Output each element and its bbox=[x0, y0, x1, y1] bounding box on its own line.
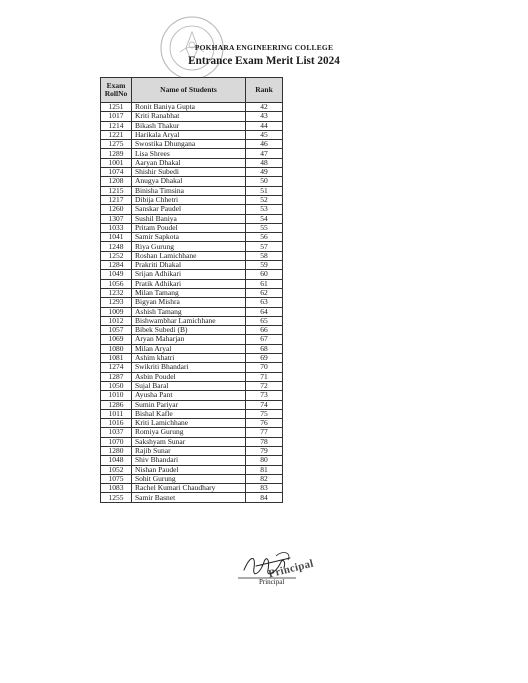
roll-number-cell: 1050 bbox=[101, 381, 132, 390]
table-header-row bbox=[101, 78, 283, 103]
rank-cell: 76 bbox=[246, 419, 283, 428]
roll-number-cell: 1214 bbox=[101, 121, 132, 130]
table-row bbox=[101, 242, 283, 251]
table-row bbox=[101, 428, 283, 437]
student-name-cell: Swikriti Bhandari bbox=[132, 363, 246, 372]
table-row bbox=[101, 298, 283, 307]
roll-number-cell: 1248 bbox=[101, 242, 132, 251]
student-name-cell: Rachel Kumari Chaudhary bbox=[132, 484, 246, 493]
roll-number-cell: 1010 bbox=[101, 391, 132, 400]
roll-number-cell: 1048 bbox=[101, 456, 132, 465]
table-row bbox=[101, 195, 283, 204]
rank-cell: 66 bbox=[246, 326, 283, 335]
rank-cell: 69 bbox=[246, 354, 283, 363]
student-name-cell: Kriti Lamichhane bbox=[132, 419, 246, 428]
roll-number-cell: 1011 bbox=[101, 409, 132, 418]
student-name-cell: Riya Gurung bbox=[132, 242, 246, 251]
column-header-roll bbox=[101, 78, 132, 103]
roll-number-cell: 1075 bbox=[101, 474, 132, 483]
student-name-cell: Samir Basnet bbox=[132, 493, 246, 502]
roll-number-cell: 1208 bbox=[101, 177, 132, 186]
merit-table bbox=[100, 77, 283, 503]
roll-number-cell: 1016 bbox=[101, 419, 132, 428]
table-row bbox=[101, 419, 283, 428]
roll-number-cell: 1287 bbox=[101, 372, 132, 381]
roll-number-cell: 1069 bbox=[101, 335, 132, 344]
student-name-cell: Pritam Poudel bbox=[132, 223, 246, 232]
table-row bbox=[101, 344, 283, 353]
roll-number-cell: 1286 bbox=[101, 400, 132, 409]
roll-number-cell: 1052 bbox=[101, 465, 132, 474]
rank-cell: 54 bbox=[246, 214, 283, 223]
table-row bbox=[101, 186, 283, 195]
table-row bbox=[101, 168, 283, 177]
rank-cell: 44 bbox=[246, 121, 283, 130]
table-row bbox=[101, 456, 283, 465]
student-name-cell: Bigyan Mishra bbox=[132, 298, 246, 307]
rank-cell: 57 bbox=[246, 242, 283, 251]
table-row bbox=[101, 372, 283, 381]
rank-cell: 62 bbox=[246, 288, 283, 297]
roll-number-cell: 1074 bbox=[101, 168, 132, 177]
roll-number-cell: 1284 bbox=[101, 261, 132, 270]
rank-cell: 56 bbox=[246, 233, 283, 242]
student-name-cell: Milan Tamang bbox=[132, 288, 246, 297]
roll-number-cell: 1260 bbox=[101, 205, 132, 214]
roll-number-cell: 1041 bbox=[101, 233, 132, 242]
roll-number-cell: 1217 bbox=[101, 195, 132, 204]
rank-cell: 73 bbox=[246, 391, 283, 400]
rank-cell: 71 bbox=[246, 372, 283, 381]
roll-header-line2: RollNo bbox=[104, 89, 128, 98]
student-name-cell: Sohit Gurung bbox=[132, 474, 246, 483]
student-name-cell: Roshan Lamichhane bbox=[132, 251, 246, 260]
roll-number-cell: 1057 bbox=[101, 326, 132, 335]
principal-label: Principal bbox=[259, 578, 285, 586]
table-row bbox=[101, 223, 283, 232]
student-name-cell: Ayusha Pant bbox=[132, 391, 246, 400]
rank-cell: 67 bbox=[246, 335, 283, 344]
rank-cell: 53 bbox=[246, 205, 283, 214]
roll-number-cell: 1293 bbox=[101, 298, 132, 307]
roll-number-cell: 1009 bbox=[101, 307, 132, 316]
student-name-cell: Ashish Tamang bbox=[132, 307, 246, 316]
rank-cell: 82 bbox=[246, 474, 283, 483]
roll-number-cell: 1280 bbox=[101, 446, 132, 455]
rank-cell: 77 bbox=[246, 428, 283, 437]
student-name-cell: Milan Aryal bbox=[132, 344, 246, 353]
rank-cell: 60 bbox=[246, 270, 283, 279]
student-name-cell: Nishan Paudel bbox=[132, 465, 246, 474]
roll-number-cell: 1080 bbox=[101, 344, 132, 353]
table-row bbox=[101, 158, 283, 167]
student-name-cell: Samir Sapkota bbox=[132, 233, 246, 242]
rank-cell: 55 bbox=[246, 223, 283, 232]
table-row bbox=[101, 205, 283, 214]
table-row bbox=[101, 149, 283, 158]
roll-number-cell: 1037 bbox=[101, 428, 132, 437]
student-name-cell: Srijan Adhikari bbox=[132, 270, 246, 279]
student-name-cell: Anugya Dhakal bbox=[132, 177, 246, 186]
rank-cell: 58 bbox=[246, 251, 283, 260]
student-name-cell: Shiv Bhandari bbox=[132, 456, 246, 465]
rank-cell: 50 bbox=[246, 177, 283, 186]
rank-cell: 52 bbox=[246, 195, 283, 204]
table-row bbox=[101, 437, 283, 446]
roll-number-cell: 1255 bbox=[101, 493, 132, 502]
rank-cell: 51 bbox=[246, 186, 283, 195]
student-name-cell: Ronit Baniya Gupta bbox=[132, 103, 246, 112]
student-name-cell: Asbin Poudel bbox=[132, 372, 246, 381]
table-row bbox=[101, 326, 283, 335]
rank-cell: 42 bbox=[246, 103, 283, 112]
table-row bbox=[101, 214, 283, 223]
roll-number-cell: 1012 bbox=[101, 316, 132, 325]
table-row bbox=[101, 446, 283, 455]
roll-number-cell: 1289 bbox=[101, 149, 132, 158]
student-name-cell: Sumin Pariyar bbox=[132, 400, 246, 409]
rank-cell: 65 bbox=[246, 316, 283, 325]
table-row bbox=[101, 177, 283, 186]
table-row bbox=[101, 121, 283, 130]
rank-cell: 45 bbox=[246, 130, 283, 139]
student-name-cell: Bikash Thakur bbox=[132, 121, 246, 130]
student-name-cell: Bishal Kafle bbox=[132, 409, 246, 418]
table-row bbox=[101, 288, 283, 297]
table-row bbox=[101, 251, 283, 260]
table-row bbox=[101, 335, 283, 344]
rank-cell: 81 bbox=[246, 465, 283, 474]
table-row bbox=[101, 140, 283, 149]
rank-cell: 64 bbox=[246, 307, 283, 316]
table-row bbox=[101, 316, 283, 325]
student-name-cell: Sanskar Paudel bbox=[132, 205, 246, 214]
student-name-cell: Sushil Baniya bbox=[132, 214, 246, 223]
column-header-name: Name of Students bbox=[132, 78, 246, 103]
rank-cell: 84 bbox=[246, 493, 283, 502]
table-row bbox=[101, 363, 283, 372]
roll-number-cell: 1274 bbox=[101, 363, 132, 372]
column-header-rank: Rank bbox=[246, 78, 283, 103]
rank-cell: 43 bbox=[246, 112, 283, 121]
student-name-cell: Rajib Sunar bbox=[132, 446, 246, 455]
rank-cell: 70 bbox=[246, 363, 283, 372]
roll-number-cell: 1049 bbox=[101, 270, 132, 279]
merit-table-body bbox=[101, 103, 283, 503]
rank-cell: 79 bbox=[246, 446, 283, 455]
table-row bbox=[101, 381, 283, 390]
roll-number-cell: 1033 bbox=[101, 223, 132, 232]
page-title: Entrance Exam Merit List 2024 bbox=[188, 55, 340, 67]
rank-cell: 47 bbox=[246, 149, 283, 158]
student-name-cell: Sujal Baral bbox=[132, 381, 246, 390]
table-row bbox=[101, 484, 283, 493]
rank-cell: 78 bbox=[246, 437, 283, 446]
student-name-cell: Dibija Chhetri bbox=[132, 195, 246, 204]
rank-cell: 61 bbox=[246, 279, 283, 288]
student-name-cell: Pratik Adhikari bbox=[132, 279, 246, 288]
table-row bbox=[101, 465, 283, 474]
table-row bbox=[101, 112, 283, 121]
rank-cell: 83 bbox=[246, 484, 283, 493]
roll-number-cell: 1251 bbox=[101, 103, 132, 112]
student-name-cell: Prakriti Dhakal bbox=[132, 261, 246, 270]
table-row bbox=[101, 279, 283, 288]
table-row bbox=[101, 493, 283, 502]
student-name-cell: Shishir Subedi bbox=[132, 168, 246, 177]
student-name-cell: Aaryan Dhakal bbox=[132, 158, 246, 167]
roll-number-cell: 1252 bbox=[101, 251, 132, 260]
table-row bbox=[101, 400, 283, 409]
table-row bbox=[101, 391, 283, 400]
table-row bbox=[101, 233, 283, 242]
rank-cell: 80 bbox=[246, 456, 283, 465]
student-name-cell: Bibek Subedi (B) bbox=[132, 326, 246, 335]
student-name-cell: Kriti Ranabhat bbox=[132, 112, 246, 121]
rank-cell: 49 bbox=[246, 168, 283, 177]
student-name-cell: Harikala Aryal bbox=[132, 130, 246, 139]
student-name-cell: Swostika Dhungana bbox=[132, 140, 246, 149]
roll-number-cell: 1232 bbox=[101, 288, 132, 297]
student-name-cell: Ashim khatri bbox=[132, 354, 246, 363]
roll-number-cell: 1083 bbox=[101, 484, 132, 493]
roll-number-cell: 1307 bbox=[101, 214, 132, 223]
roll-number-cell: 1001 bbox=[101, 158, 132, 167]
roll-number-cell: 1070 bbox=[101, 437, 132, 446]
roll-number-cell: 1056 bbox=[101, 279, 132, 288]
rank-cell: 74 bbox=[246, 400, 283, 409]
table-row bbox=[101, 270, 283, 279]
roll-number-cell: 1081 bbox=[101, 354, 132, 363]
student-name-cell: Binisha Timsina bbox=[132, 186, 246, 195]
table-row bbox=[101, 261, 283, 270]
student-name-cell: Aryan Maharjan bbox=[132, 335, 246, 344]
rank-cell: 59 bbox=[246, 261, 283, 270]
rank-cell: 48 bbox=[246, 158, 283, 167]
student-name-cell: Sakshyam Sunar bbox=[132, 437, 246, 446]
roll-number-cell: 1215 bbox=[101, 186, 132, 195]
student-name-cell: Bishwambhar Lamichhane bbox=[132, 316, 246, 325]
rank-cell: 68 bbox=[246, 344, 283, 353]
table-row bbox=[101, 103, 283, 112]
rank-cell: 46 bbox=[246, 140, 283, 149]
table-row bbox=[101, 409, 283, 418]
college-name: POKHARA ENGINEERING COLLEGE bbox=[194, 43, 334, 52]
rank-cell: 72 bbox=[246, 381, 283, 390]
table-row bbox=[101, 354, 283, 363]
roll-number-cell: 1017 bbox=[101, 112, 132, 121]
roll-number-cell: 1221 bbox=[101, 130, 132, 139]
table-row bbox=[101, 307, 283, 316]
rank-cell: 63 bbox=[246, 298, 283, 307]
rank-cell: 75 bbox=[246, 409, 283, 418]
student-name-cell: Romiya Gurung bbox=[132, 428, 246, 437]
student-name-cell: Lisa Shrees bbox=[132, 149, 246, 158]
roll-number-cell: 1275 bbox=[101, 140, 132, 149]
principal-stamp-text: Principal bbox=[267, 557, 315, 581]
roll-header-line1: Exam bbox=[106, 81, 126, 90]
